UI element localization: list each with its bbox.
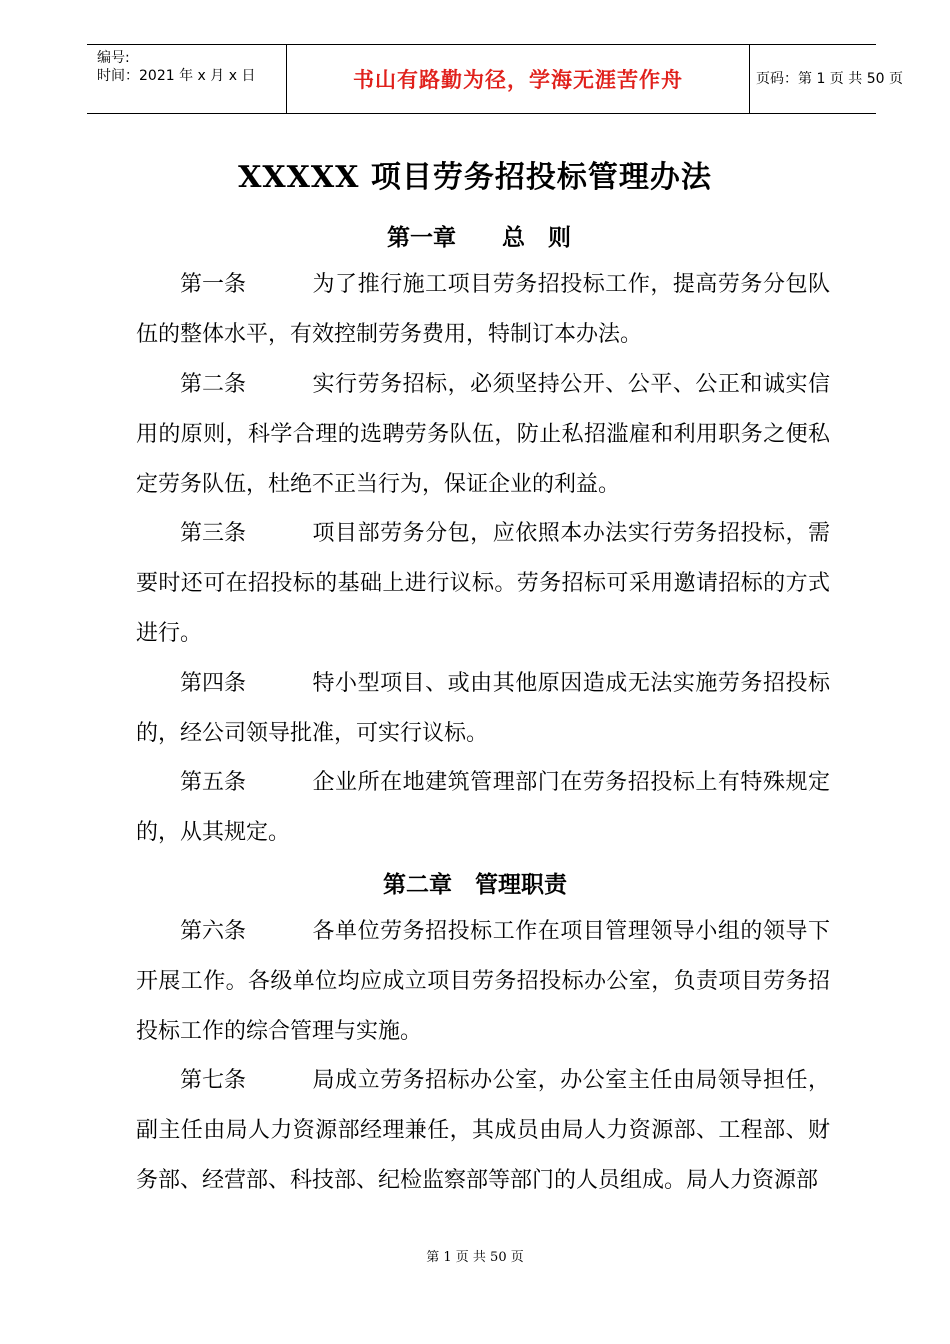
article-2 — [136, 360, 830, 510]
header-page-cell — [750, 45, 903, 113]
article-5 — [136, 758, 830, 858]
article-text: 为了推行施工项目劳务招投标工作，提高劳务分包队伍的整体水平，有效控制劳务费用，特制订本办法。 — [136, 272, 830, 347]
article-text: 各单位劳务招投标工作在项目管理领导小组的领导下开展工作。各级单位均应成立项目劳务招投标办公室，负责项目劳务招投标工作的综合管理与实施。 — [136, 919, 830, 1044]
document-number-label: 编号: — [97, 50, 130, 66]
article-number: 第一条 — [180, 272, 247, 297]
article-number: 第六条 — [180, 919, 247, 944]
article-number: 第七条 — [180, 1068, 247, 1093]
article-text: 企业所在地建筑管理部门在劳务招投标上有特殊规定的，从其规定。 — [136, 770, 830, 845]
article-number: 第四条 — [180, 671, 247, 696]
page-header — [87, 44, 903, 114]
article-7 — [136, 1056, 830, 1206]
article-6 — [136, 907, 830, 1057]
header-motto: 书山有路勤为径，学海无涯苦作舟 — [353, 68, 683, 92]
article-number: 第三条 — [180, 521, 247, 546]
article-1 — [136, 260, 830, 360]
chapter-heading-1: 第一章 总 则 — [387, 224, 571, 251]
page-footer: 第 1 页 共 50 页 — [426, 1250, 524, 1265]
chapter-heading-2: 第二章 管理职责 — [383, 871, 567, 898]
header-page-info: 页码：第 1 页 共 50 页 — [756, 71, 903, 87]
article-4 — [136, 659, 830, 759]
document-time-label: 时间：2021 年 x 月 x 日 — [97, 68, 256, 84]
header-motto-cell — [286, 45, 750, 113]
article-text: 局成立劳务招标办公室，办公室主任由局领导担任，副主任由局人力资源部经理兼任，其成员由局人力资源部、工程部、财务部、经营部、科技部、纪检监察部等部门的人员组成。局人力资源部 — [136, 1068, 830, 1193]
article-text: 项目部劳务分包，应依照本办法实行劳务招投标，需要时还可在招投标的基础上进行议标。劳务招标可采用邀请招标的方式进行。 — [136, 521, 830, 646]
document-title: XXXXX 项目劳务招投标管理办法 — [238, 160, 712, 195]
article-3 — [136, 509, 830, 659]
article-text: 实行劳务招标，必须坚持公开、公平、公正和诚实信用的原则，科学合理的选聘劳务队伍，防止私招滥雇和利用职务之便私定劳务队伍，杜绝不正当行为，保证企业的利益。 — [136, 372, 830, 497]
article-number: 第五条 — [180, 770, 247, 795]
article-text: 特小型项目、或由其他原因造成无法实施劳务招投标的，经公司领导批准，可实行议标。 — [136, 671, 830, 746]
article-number: 第二条 — [180, 372, 247, 397]
header-meta — [87, 45, 286, 113]
